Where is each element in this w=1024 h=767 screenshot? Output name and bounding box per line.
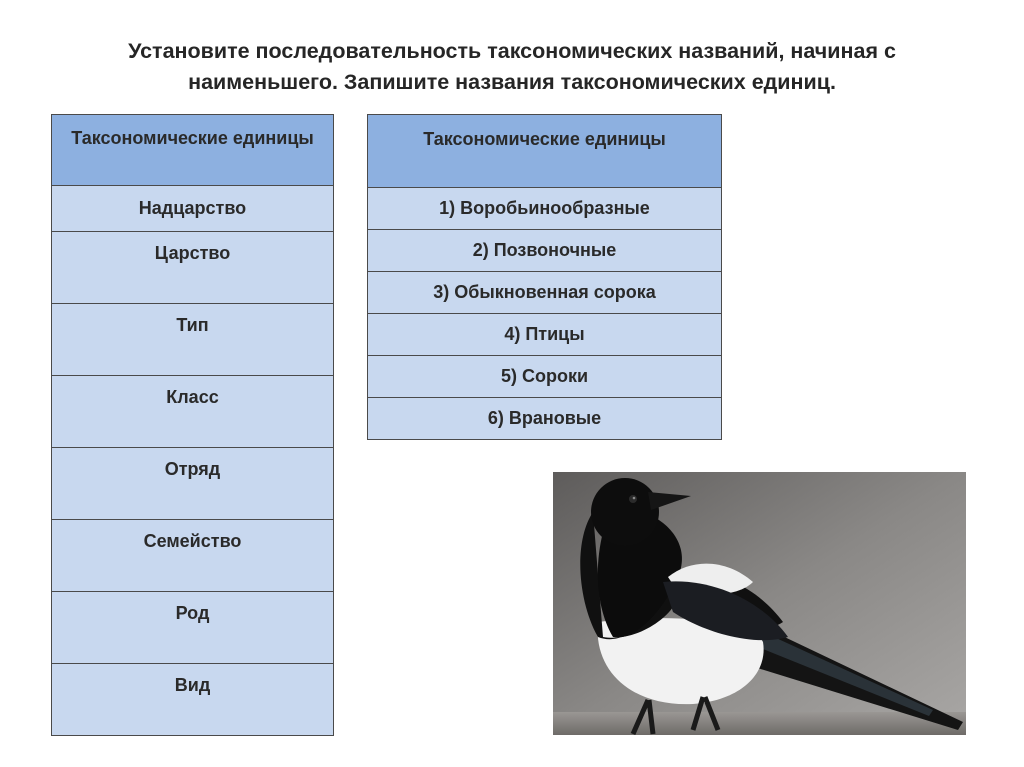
title-line-1: Установите последовательность таксономических названий, начиная с: [128, 39, 896, 63]
magpie-illustration: [553, 472, 966, 735]
table-header: Таксономические единицы: [52, 115, 334, 186]
table-cell-name: 4) Птицы: [368, 314, 722, 356]
table-cell-rank: Вид: [52, 664, 334, 736]
table-cell-rank: Класс: [52, 376, 334, 448]
taxonomic-ranks-table: [51, 114, 334, 736]
table-cell-name: 5) Сороки: [368, 356, 722, 398]
table-header: Таксономические единицы: [368, 115, 722, 188]
taxonomic-names-table: [367, 114, 722, 440]
title-line-2: наименьшего. Запишите названия таксономических единиц.: [188, 70, 836, 94]
table-cell-name: 1) Воробьинообразные: [368, 188, 722, 230]
table-cell-name: 6) Врановые: [368, 398, 722, 440]
page-title: [40, 36, 984, 98]
table-cell-rank: Отряд: [52, 448, 334, 520]
table-cell-rank: Род: [52, 592, 334, 664]
magpie-photo: [553, 472, 966, 735]
table-cell-rank: Надцарство: [52, 186, 334, 232]
table-cell-name: 2) Позвоночные: [368, 230, 722, 272]
table-cell-name: 3) Обыкновенная сорока: [368, 272, 722, 314]
table-cell-rank: Тип: [52, 304, 334, 376]
table-cell-rank: Семейство: [52, 520, 334, 592]
table-cell-rank: Царство: [52, 232, 334, 304]
